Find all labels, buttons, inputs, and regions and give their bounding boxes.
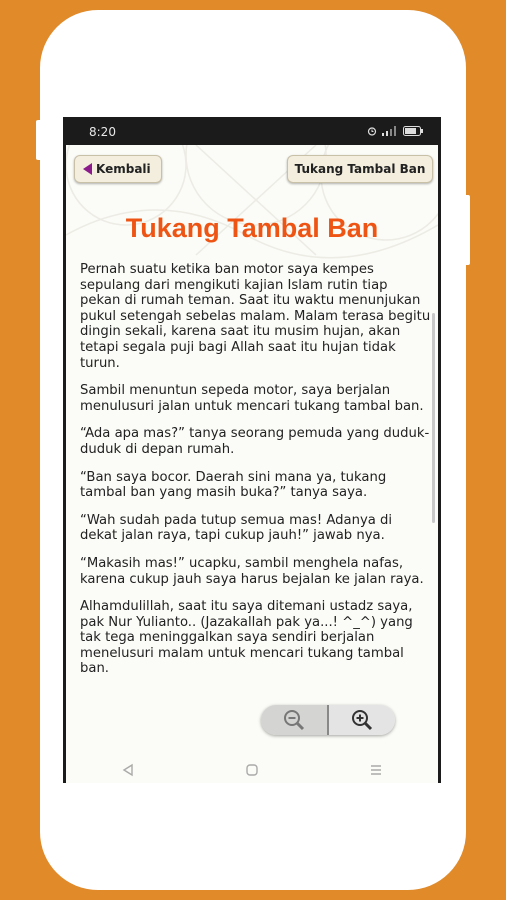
article-paragraph: “Ada apa mas?” tanya seorang pemuda yang duduk-duduk di depan rumah. [80,426,430,457]
zoom-in-button[interactable] [327,705,395,735]
alarm-icon [367,126,377,136]
recents-icon[interactable] [369,763,383,777]
reader-app [66,145,438,757]
signal-icon [382,126,398,136]
zoom-out-icon [283,709,305,731]
back-icon[interactable] [121,763,135,777]
article-title: Tukang Tambal Ban [125,213,379,243]
back-button-label: Kembali [96,162,151,176]
article-paragraph: “Makasih mas!” ucapku, sambil menghela nafas, karena cukup jauh saya harus bejalan ke jalan raya. [80,555,424,587]
zoom-controls [261,705,395,735]
article-paragraph: Sambil menuntun sepeda motor, saya berjalan menulusuri jalan untuk mencari tukang tambal ban. [80,383,424,414]
article-paragraph: Pernah suatu ketika ban motor saya kempes sepulang dari mengikuti kajian Islam rutin tiap pekan di rumah teman. Saat itu waktu menunjukan pukul setengah sebelas malam. Malam terasa begitu dingin sekali, karena saat itu musim hujan, akan tetapi segala puji bagi Allah saat itu hujan tidak turun. [80,262,431,371]
article-paragraph: Alhamdulillah, saat itu saya ditemani ustadz saya, pak Nur Yulianto.. (Jazakallah pak ya...! ^_^) yang tak tega meninggalkan saya sendiri berjalan menelusuri malam untuk mencari tukang tambal ban. [80,599,413,677]
scrollbar[interactable] [432,313,435,523]
phone-volume-button [462,195,470,265]
article-paragraph: “Wah sudah pada tutup semua mas! Adanya di dekat jalan raya, tapi cukup jauh!” jawab nya. [80,512,393,544]
system-nav-bar [66,757,438,783]
article-paragraph: “Ban saya bocor. Daerah sini mana ya, tukang tambal ban yang masih buka?” tanya saya. [80,469,387,501]
zoom-in-icon [351,709,373,731]
home-icon[interactable] [245,763,259,777]
phone-side-button [36,120,44,160]
status-bar [63,117,441,145]
back-button[interactable] [74,155,162,183]
chapter-title-button[interactable]: Tukang Tambal Ban [287,155,433,183]
phone-screen [63,117,441,783]
back-arrow-icon [83,163,92,175]
battery-icon [403,126,423,136]
article-body [80,262,432,689]
zoom-out-button[interactable] [261,705,327,735]
status-time: 8:20 [89,125,116,139]
